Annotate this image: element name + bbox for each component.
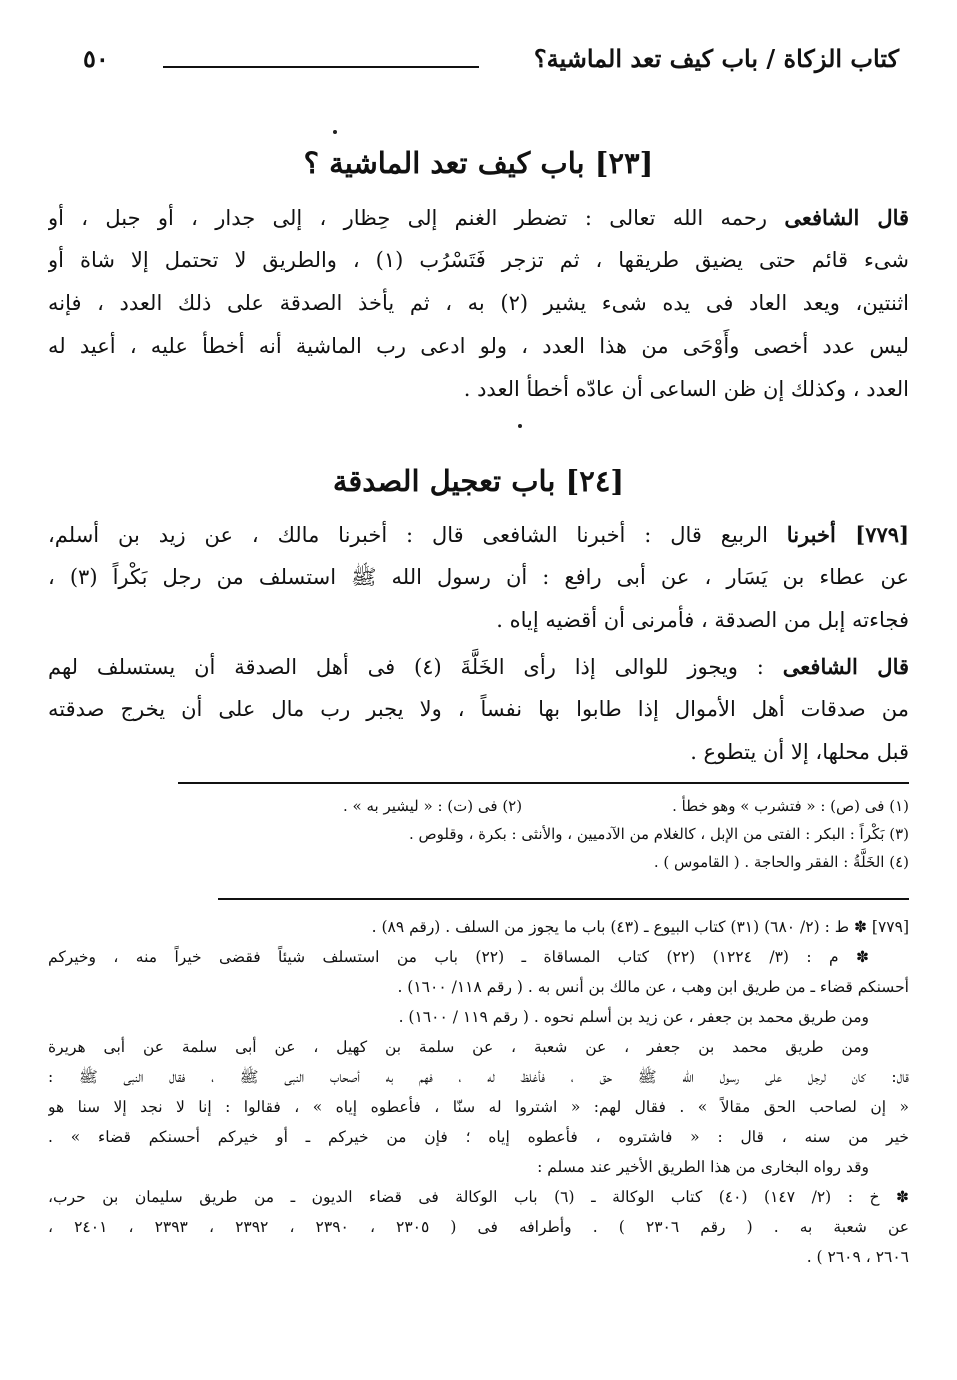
source-line: ✽ م : (٣/ ١٢٢٤) (٢٢) كتاب المساقاة ـ (٢٢) باب من استسلف شيئاً فقضى خيراً منه ، وخيركم — [48, 948, 869, 966]
footnote-4: (٤) الخَلَّةُ : الفقر والحاجة . ( القاموس ) . — [653, 853, 909, 871]
text-line: شىء قائم حتى يضيق طريقها ، ثم تزجر فَتَسْرُب (١) ، والطريق لا تحتمل إلا شاة أو — [48, 248, 909, 272]
source-line: ومن طريق محمد بن جعفر ، عن شعبة ، عن سلمة بن كهيل ، عن أبى سلمة عن أبى هريرة — [48, 1038, 869, 1056]
source-line: وقد رواه البخارى من هذا الطريق الأخير عند مسلم : — [537, 1158, 869, 1176]
footnote-rule — [178, 782, 909, 784]
footnote-1: (١) فى (ص) : « فتشرب » وهو خطأ . — [672, 797, 909, 815]
hadith-paragraph — [48, 513, 909, 642]
source-line: عن شعبة به . ( رقم ٢٣٠٦ ) . وأطرافه فى ( ٢٣٠٥ ، ٢٣٩٠ ، ٢٣٩٢ ، ٢٣٩٣ ، ٢٤٠١ ، — [48, 1218, 909, 1236]
book-page — [48, 0, 909, 1380]
page-number: ٥٠ — [83, 44, 109, 73]
running-header-title: كتاب الزكاة / باب كيف تعد الماشية؟ — [533, 44, 899, 73]
text-line: قبل محلها، إلا أن يتطوع . — [690, 740, 909, 764]
header-rule — [163, 66, 479, 68]
source-line: ومن طريق محمد بن جعفر ، عن زيد بن أسلم نحوه . ( رقم ١١٩ / ١٦٠٠) . — [398, 1008, 869, 1026]
source-line: قال: كان لرجل على رسول الله ﷺ حق ، فأغلظ له ، فهم به أصحاب النبى ﷺ ، فقال النبى ﷺ : — [48, 1068, 909, 1086]
section-heading-24: [٢٤] باب تعجيل الصدقة — [332, 464, 625, 498]
speaker-lead: قال الشافعى — [784, 205, 909, 230]
text-line: اثنتين، ويعد العاد فى يده شىء يشير (٢) به ، ثم يأخذ الصدقة على ذلك العدد ، فإنه — [48, 291, 909, 315]
source-line: أحسنكم قضاء ـ من طريق ابن وهب ، عن مالك بن أنس به . ( رقم ١١٨/ ١٦٠٠) . — [397, 978, 909, 996]
section-heading-23: [٢٣] باب كيف تعد الماشية ؟ — [303, 146, 654, 180]
paragraph-section-23 — [48, 196, 909, 411]
shafii-paragraph — [48, 645, 909, 774]
sources-rule — [218, 898, 909, 900]
text-line: فجاءته إبل من الصدقة ، فأمرنى أن أقضيه إياه . — [496, 608, 909, 632]
footnote-2: (٢) فى (ت) : « ليشير به » . — [343, 797, 523, 815]
running-header — [48, 44, 909, 88]
speaker-lead: قال الشافعى — [782, 654, 909, 679]
source-line: خير من سنه ، قال : « فاشتروه ، فأعطوه إياه ؛ فإن من خيركم ـ أو خيركم أحسنكم قضاء » . — [48, 1128, 909, 1146]
text-line: ليس عدد أخصى وأَوْحَى من هذا العدد ، ولو ادعى رب الماشية أنه أخطأ عليه ، أعيد له — [48, 334, 909, 358]
source-line: [٧٧٩] ✽ ط : (٢/ ٦٨٠) (٣١) كتاب البيوع ـ (٤٣) باب ما يجوز من السلف . (رقم ٨٩) . — [371, 918, 909, 936]
text-line: العدد ، وكذلك إن ظن الساعى أن عادّه أخطأ العدد . — [463, 377, 909, 401]
text-line: عن عطاء بن يَسَار ، عن أبى رافع : أن رسول الله ﷺ استسلف من رجل بَكْراً (٣) ، — [48, 565, 909, 589]
ornament-dot — [518, 424, 522, 428]
text-line: قال الشافعى رحمه الله تعالى : تضطر الغنم إلى حِظار ، إلى جدار ، أو جبل ، أو — [48, 205, 909, 230]
text-line: قال الشافعى : ويجوز للوالى إذا رأى الخَلَّةَ (٤) فى أهل الصدقة أن يستسلف لهم — [48, 654, 909, 679]
ornament-dot — [333, 130, 337, 134]
hadith-number-lead: [٧٧٩] أخبرنا — [786, 522, 909, 547]
footnote-line — [48, 792, 909, 820]
footnotes — [48, 792, 909, 876]
text-line: من صدقات أهل الأموال إذا طابوا بها نفساً ، ولا يجبر رب مال على أن يخرج صدقته — [48, 697, 909, 721]
source-line: « إن لصاحب الحق مقالاً » . فقال لهم: « اشتروا له سنّا ، فأعطوه إياه » ، فقالوا : إنا لا نجد إلا سنا هو — [48, 1098, 909, 1116]
source-line: ٢٦٠٦ ، ٢٦٠٩ ) . — [806, 1248, 909, 1266]
sources-block — [48, 912, 909, 1272]
text-line: [٧٧٩] أخبرنا الربيع قال : أخبرنا الشافعى قال : أخبرنا مالك ، عن زيد بن أسلم، — [48, 522, 909, 547]
footnote-3: (٣) بَكْراً : البكر : الفتى من الإبل ، كالغلام من الآدميين ، والأنثى : بكرة ، وقلوص . — [409, 825, 909, 843]
source-line: ✽ خ : (٢/ ١٤٧) (٤٠) كتاب الوكالة ـ (٦) باب الوكالة فى قضاء الديون ـ من طريق سليمان بن حرب، — [48, 1188, 909, 1206]
